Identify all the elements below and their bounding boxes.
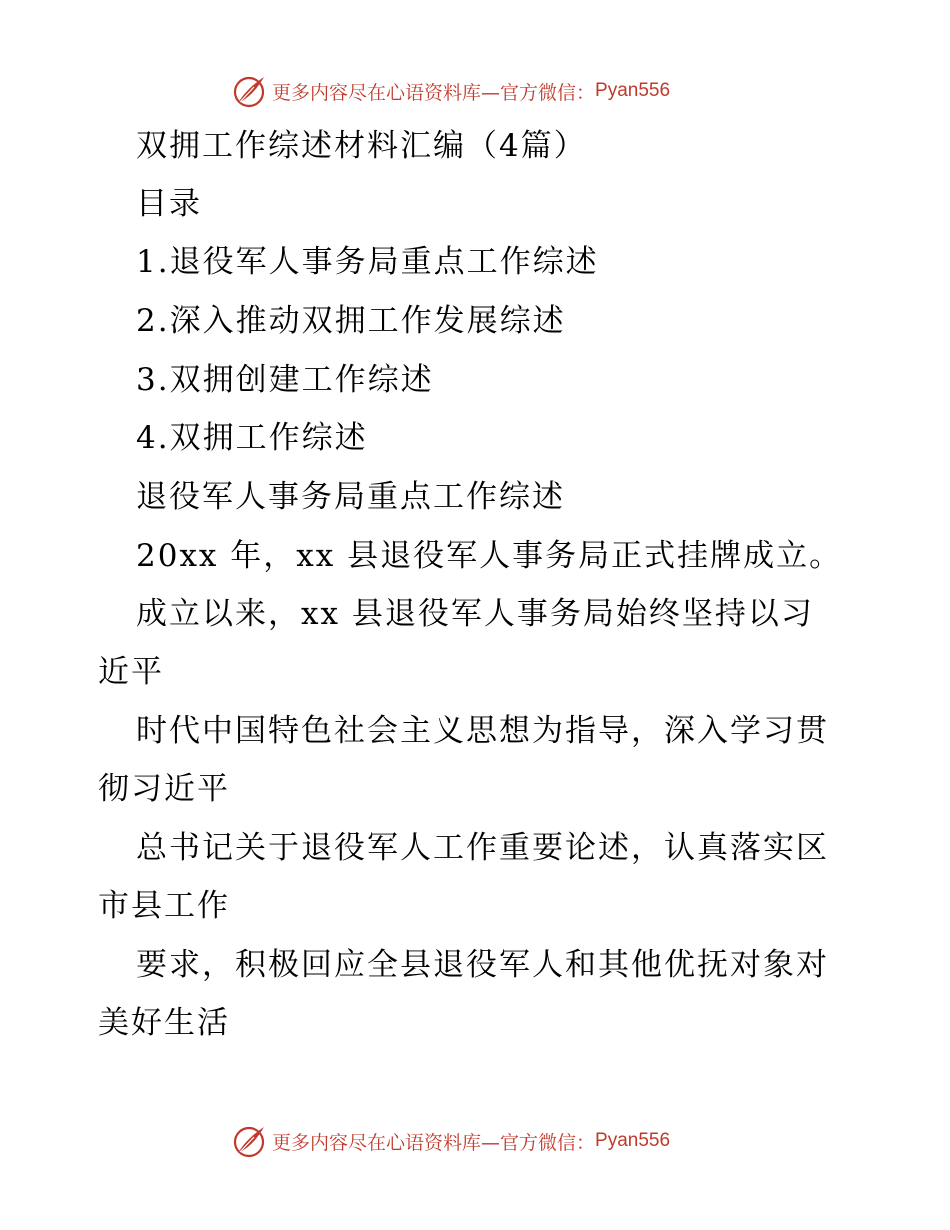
watermark-text: 更多内容尽在心语资料库—官方微信： <box>272 1131 596 1154</box>
section-heading: 退役军人事务局重点工作综述 <box>136 479 565 515</box>
quill-pen-icon <box>232 1123 268 1159</box>
toc-heading: 目录 <box>136 186 202 222</box>
body-line: 成立以来，xx 县退役军人事务局始终坚持以习 <box>136 596 814 632</box>
document-title: 双拥工作综述材料汇编（4篇） <box>136 128 587 164</box>
body-line: 总书记关于退役军人工作重要论述，认真落实区 <box>136 830 829 866</box>
footer-watermark <box>232 1121 670 1161</box>
watermark-wechat-id: Pyan556 <box>595 1130 671 1151</box>
toc-item: 2.深入推动双拥工作发展综述 <box>136 303 566 339</box>
body-line: 近平 <box>98 654 164 690</box>
toc-item: 4.双拥工作综述 <box>136 420 368 456</box>
body-line: 彻习近平 <box>98 771 230 807</box>
toc-item: 1.退役军人事务局重点工作综述 <box>136 244 599 280</box>
toc-item: 3.双拥创建工作综述 <box>136 362 434 398</box>
watermark-text: 更多内容尽在心语资料库—官方微信： <box>272 81 596 104</box>
body-line: 市县工作 <box>98 888 230 924</box>
body-line: 要求，积极回应全县退役军人和其他优抚对象对 <box>136 947 829 983</box>
body-line: 时代中国特色社会主义思想为指导，深入学习贯 <box>136 713 829 749</box>
watermark-wechat-id: Pyan556 <box>595 80 671 101</box>
body-line: 20xx 年，xx 县退役军人事务局正式挂牌成立。 <box>136 538 843 574</box>
body-line: 美好生活 <box>98 1005 230 1041</box>
